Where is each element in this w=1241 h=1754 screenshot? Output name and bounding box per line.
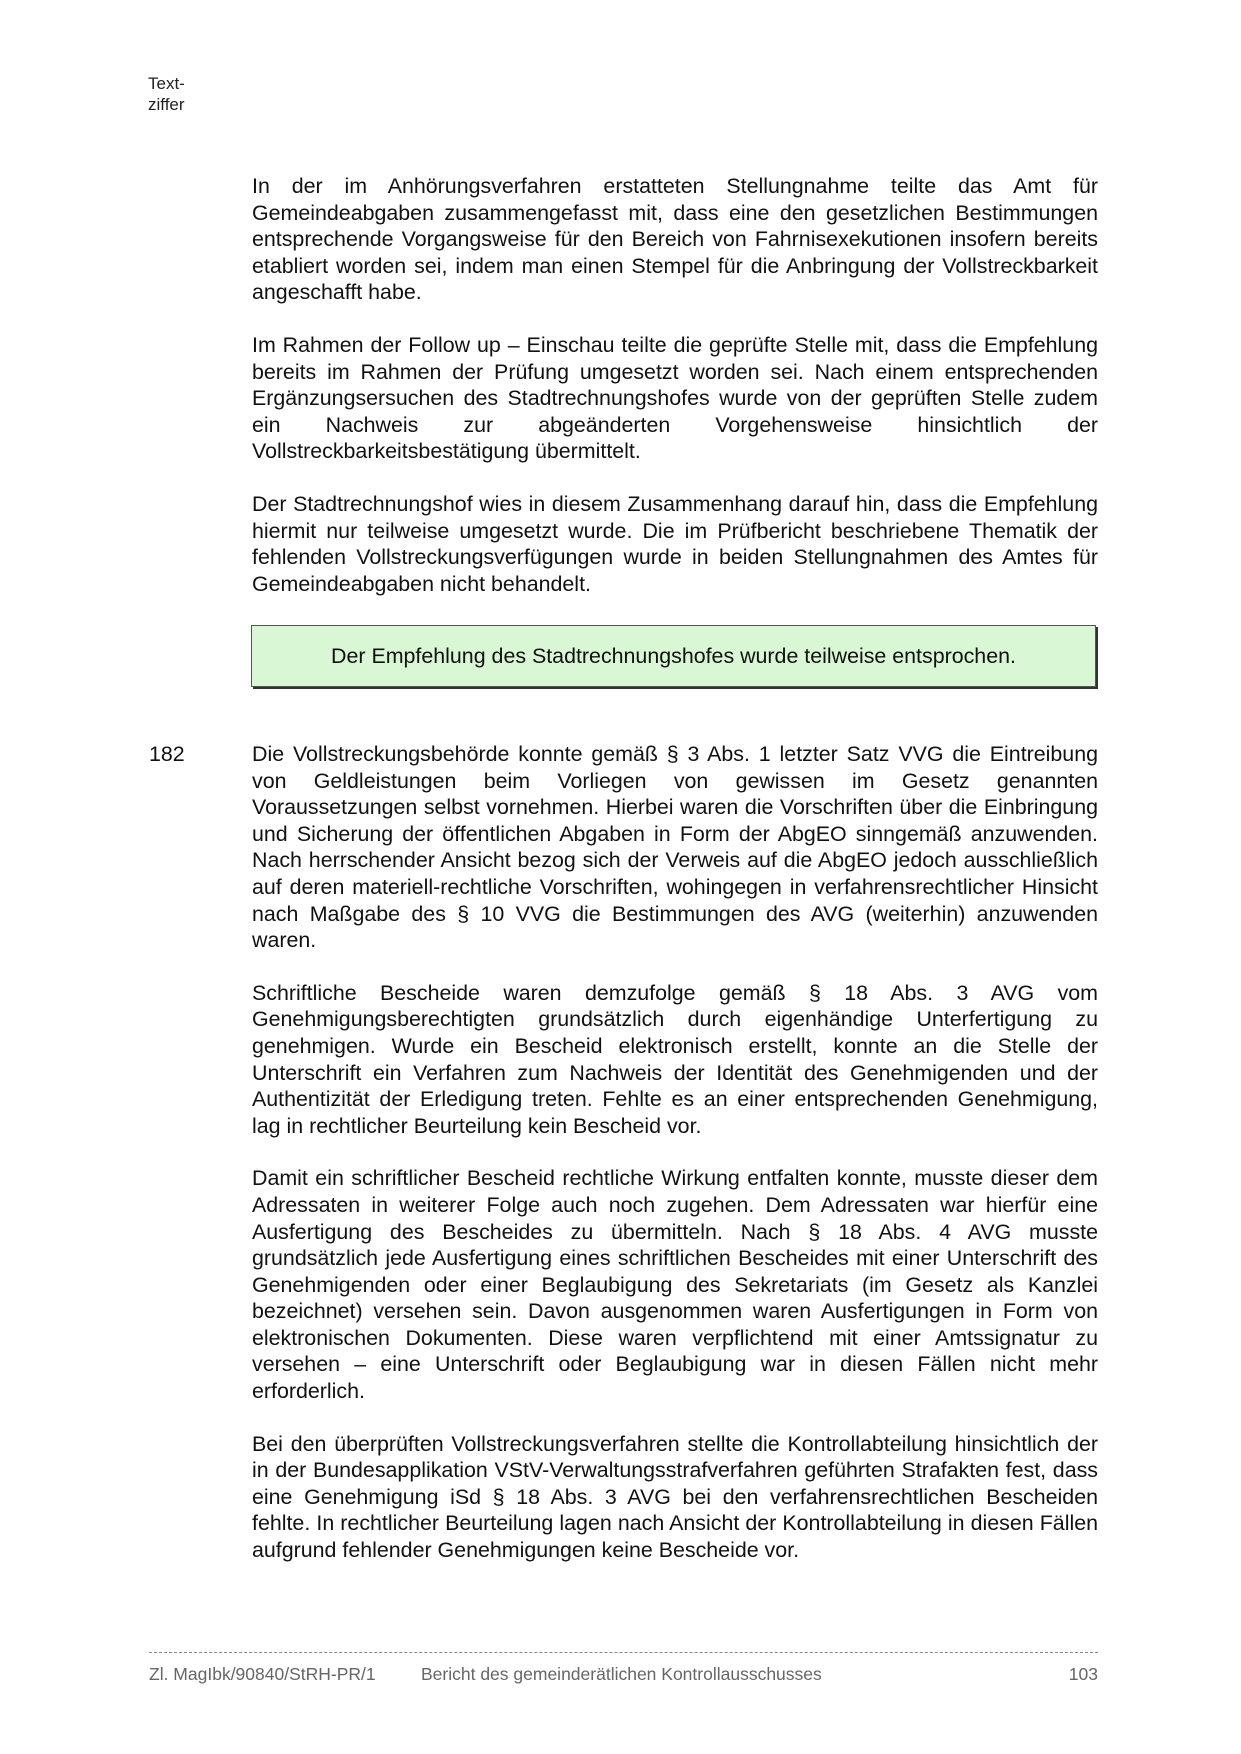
paragraph: Damit ein schriftlicher Bescheid rechtliche Wirkung entfalten konnte, musste dieser dem Adressaten in weiterer Folge auch noch zugehen. Dem Adressaten war hierfür eine Ausfertigung des Bescheides zu übermitteln. Nach § 18 Abs. 4 AVG musste grundsätzlich jede Ausfertigung eines schriftlichen Bescheides mit einer Unterschrift des Genehmigenden oder einer Beglaubigung des Sekretariats (im Gesetz als Kanzlei bezeichnet) versehen sein. Davon ausgenommen waren Ausfertigungen in Form von elektronischen Dokumenten. Diese waren verpflichtend mit einer Amtssignatur zu versehen – eine Unterschrift oder Beglaubigung war in diesen Fällen nicht mehr erforderlich. (252, 1166, 1098, 1404)
textziffer-number: 182 (149, 742, 185, 766)
margin-label (148, 73, 185, 115)
paragraph: Der Stadtrechnungshof wies in diesem Zusammenhang darauf hin, dass die Empfehlung hiermit nur teilweise umgesetzt wurde. Die im Prüfbericht beschriebene Thematik der fehlenden Vollstreckungsverfügungen wurde in beiden Stellungnahmen des Amtes für Gemeindeabgaben nicht behandelt. (252, 491, 1098, 596)
footer-reference: Zl. MagIbk/90840/StRH-PR/1 (149, 1664, 376, 1684)
margin-label-line2: ziffer (148, 95, 185, 114)
section-182 (252, 741, 1098, 1590)
footer-title: Bericht des gemeinderätlichen Kontrollausschusses (421, 1664, 822, 1684)
recommendation-callout (251, 625, 1096, 687)
callout-text: Der Empfehlung des Stadtrechnungshofes wurde teilweise entsprochen. (331, 643, 1016, 668)
top-section (252, 173, 1098, 623)
footer-divider (149, 1652, 1098, 1653)
paragraph: Im Rahmen der Follow up – Einschau teilte die geprüfte Stelle mit, dass die Empfehlung bereits im Rahmen der Prüfung umgesetzt worden sei. Nach einem entsprechenden Ergänzungsersuchen des Stadtrechnungshofes wurde von der geprüften Stelle zudem ein Nachweis zur abgeänderten Vorgehensweise hinsichtlich der Vollstreckbarkeitsbestätigung übermittelt. (252, 332, 1098, 464)
page-number: 103 (1068, 1664, 1098, 1684)
paragraph: Die Vollstreckungsbehörde konnte gemäß § 3 Abs. 1 letzter Satz VVG die Eintreibung von Geldleistungen beim Vorliegen von gewissen im Gesetz genannten Voraussetzungen selbst vornehmen. Hierbei waren die Vorschriften über die Einbringung und Sicherung der öffentlichen Abgaben in Form der AbgEO sinngemäß anzuwenden. Nach herrschender Ansicht bezog sich der Verweis auf die AbgEO jedoch ausschließlich auf deren materiell-rechtliche Vorschriften, wohingegen in verfahrensrechtlicher Hinsicht nach Maßgabe des § 10 VVG die Bestimmungen des AVG (weiterhin) anzuwenden waren. (252, 742, 1098, 953)
paragraph: Schriftliche Bescheide waren demzufolge gemäß § 18 Abs. 3 AVG vom Genehmigungsberechtigten grundsätzlich durch eigenhändige Unterfertigung zu genehmigen. Wurde ein Bescheid elektronisch erstellt, konnte an die Stelle der Unterschrift ein Verfahren zum Nachweis der Identität des Genehmigenden und der Authentizität der Erledigung treten. Fehlte es an einer entsprechenden Genehmigung, lag in rechtlicher Beurteilung kein Bescheid vor. (252, 980, 1098, 1138)
paragraph: Bei den überprüften Vollstreckungsverfahren stellte die Kontrollabteilung hinsichtlich der in der Bundesapplikation VStV-Verwaltungsstrafverfahren geführten Strafakten fest, dass eine Genehmigung iSd § 18 Abs. 3 AVG bei den verfahrensrechtlichen Bescheiden fehlte. In rechtlicher Beurteilung lagen nach Ansicht der Kontrollabteilung in diesen Fällen aufgrund fehlender Genehmigungen keine Bescheide vor. (252, 1431, 1098, 1563)
margin-label-line1: Text- (148, 74, 185, 93)
paragraph: In der im Anhörungsverfahren erstatteten Stellungnahme teilte das Amt für Gemeindeabgaben zusammengefasst mit, dass eine den gesetzlichen Bestimmungen entsprechende Vorgangsweise für den Bereich von Fahrnisexekutionen insofern bereits etabliert worden sei, indem man einen Stempel für die Anbringung der Vollstreckbarkeit angeschafft habe. (252, 174, 1098, 305)
